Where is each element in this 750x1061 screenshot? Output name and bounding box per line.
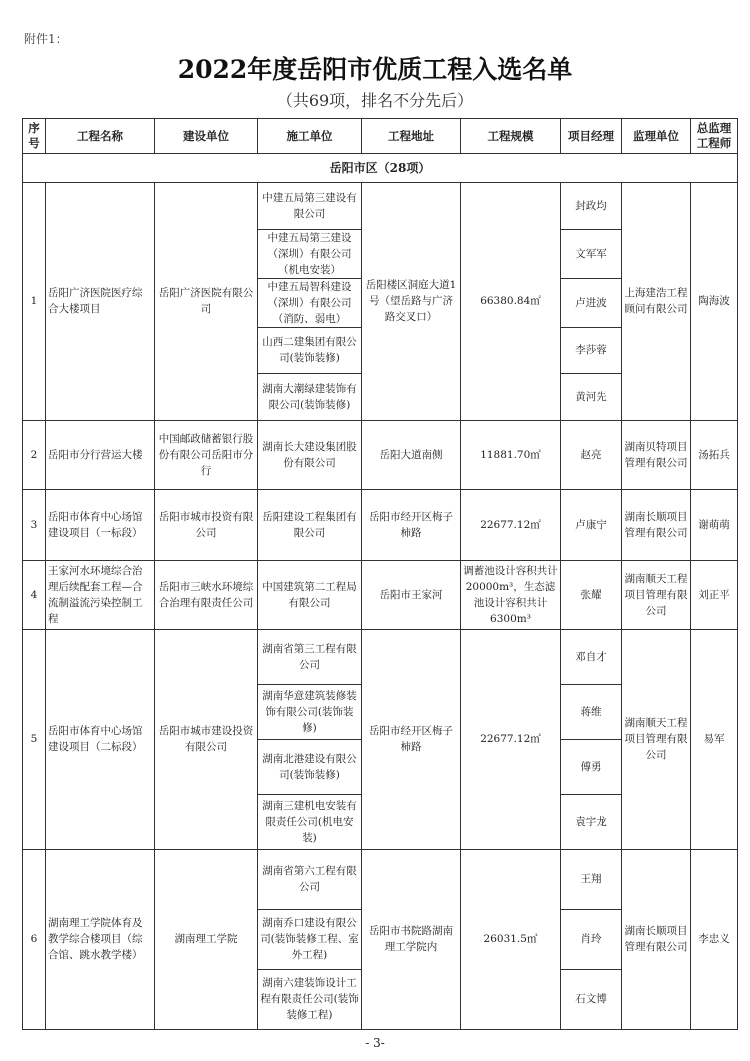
project-manager: 肖玲 [561, 909, 622, 969]
column-header: 工程名称 [46, 119, 155, 154]
supervisor-unit: 上海建浩工程顾问有限公司 [622, 183, 691, 421]
page-title: 2022年度岳阳市优质工程入选名单 [177, 55, 573, 84]
column-header: 监理单位 [622, 119, 691, 154]
project-address: 岳阳市经开区梅子柿路 [362, 629, 461, 849]
project-manager: 赵亮 [561, 420, 622, 489]
project-address: 岳阳大道南侧 [362, 420, 461, 489]
table-row [23, 849, 738, 909]
row-number: 6 [23, 849, 46, 1029]
project-manager: 傅勇 [561, 739, 622, 794]
row-number: 2 [23, 420, 46, 489]
owner-unit: 岳阳市城市建设投资有限公司 [155, 629, 258, 849]
contractor-unit: 中建五局第三建设有限公司 [258, 183, 362, 230]
supervisor-unit: 湖南贝特项目管理有限公司 [622, 420, 691, 489]
project-scale: 66380.84㎡ [461, 183, 561, 421]
contractor-unit: 山西二建集团有限公司(装饰装修) [258, 327, 362, 374]
project-address: 岳阳市王家河 [362, 560, 461, 629]
contractor-unit: 湖南六建装饰设计工程有限责任公司(装饰装修工程) [258, 969, 362, 1029]
project-manager: 王翔 [561, 849, 622, 909]
contractor-unit: 湖南省第三工程有限公司 [258, 629, 362, 684]
project-manager: 黄河先 [561, 374, 622, 421]
supervisor-unit: 湖南顺天工程项目管理有限公司 [622, 629, 691, 849]
contractor-unit: 湖南省第六工程有限公司 [258, 849, 362, 909]
project-name: 湖南理工学院体育及教学综合楼项目（综合馆、跳水教学楼） [46, 849, 155, 1029]
owner-unit: 岳阳广济医院有限公司 [155, 183, 258, 421]
contractor-unit: 湖南北港建设有限公司(装饰装修) [258, 739, 362, 794]
supervisor-unit: 湖南长顺项目管理有限公司 [622, 489, 691, 560]
column-header: 工程地址 [362, 119, 461, 154]
contractor-unit: 中建五局智科建设（深圳）有限公司（消防、弱电） [258, 278, 362, 327]
row-number: 4 [23, 560, 46, 629]
project-scale: 26031.5㎡ [461, 849, 561, 1029]
projects-table [22, 118, 738, 1030]
chief-supervisor: 陶海波 [691, 183, 738, 421]
project-scale: 22677.12㎡ [461, 629, 561, 849]
supervisor-unit: 湖南长顺项目管理有限公司 [622, 849, 691, 1029]
owner-unit: 岳阳市三峡水环境综合治理有限责任公司 [155, 560, 258, 629]
table-header-row [23, 119, 738, 154]
contractor-unit: 湖南乔口建设有限公司(装饰装修工程、室外工程) [258, 909, 362, 969]
row-number: 3 [23, 489, 46, 560]
section-title: 岳阳市区（28项） [23, 154, 738, 183]
row-number: 1 [23, 183, 46, 421]
column-header: 施工单位 [258, 119, 362, 154]
project-manager: 张耀 [561, 560, 622, 629]
project-manager: 石文博 [561, 969, 622, 1029]
project-manager: 袁宇龙 [561, 794, 622, 849]
contractor-unit: 岳阳建设工程集团有限公司 [258, 489, 362, 560]
contractor-unit: 中建五局第三建设（深圳）有限公司（机电安装） [258, 229, 362, 278]
project-name: 岳阳市体育中心场馆建设项目（一标段） [46, 489, 155, 560]
project-manager: 李莎蓉 [561, 327, 622, 374]
project-manager: 文军军 [561, 229, 622, 278]
owner-unit: 湖南理工学院 [155, 849, 258, 1029]
attachment-label: 附件1： [24, 32, 68, 46]
table-row [23, 560, 738, 629]
project-name: 岳阳广济医院医疗综合大楼项目 [46, 183, 155, 421]
project-manager: 邓自才 [561, 629, 622, 684]
owner-unit: 岳阳市城市投资有限公司 [155, 489, 258, 560]
column-header: 工程规模 [461, 119, 561, 154]
contractor-unit: 中国建筑第二工程局有限公司 [258, 560, 362, 629]
page-number: - 3- [365, 1036, 385, 1050]
section-row [23, 154, 738, 183]
column-header: 建设单位 [155, 119, 258, 154]
contractor-unit: 湖南大潮绿建装饰有限公司(装饰装修) [258, 374, 362, 421]
project-scale: 22677.12㎡ [461, 489, 561, 560]
project-address: 岳阳楼区洞庭大道1号（望岳路与广济路交叉口） [362, 183, 461, 421]
table-row [23, 420, 738, 489]
chief-supervisor: 李忠义 [691, 849, 738, 1029]
project-name: 岳阳市分行营运大楼 [46, 420, 155, 489]
project-address: 岳阳市经开区梅子柿路 [362, 489, 461, 560]
chief-supervisor: 汤拓兵 [691, 420, 738, 489]
project-scale: 11881.70㎡ [461, 420, 561, 489]
chief-supervisor: 易军 [691, 629, 738, 849]
contractor-unit: 湖南华意建筑装修装饰有限公司(装饰装修) [258, 684, 362, 739]
table-row [23, 629, 738, 684]
contractor-unit: 湖南三建机电安装有限责任公司(机电安装) [258, 794, 362, 849]
project-manager: 卢进波 [561, 278, 622, 327]
chief-supervisor: 刘正平 [691, 560, 738, 629]
supervisor-unit: 湖南顺天工程项目管理有限公司 [622, 560, 691, 629]
project-manager: 蒋维 [561, 684, 622, 739]
contractor-unit: 湖南长大建设集团股份有限公司 [258, 420, 362, 489]
project-name: 岳阳市体育中心场馆建设项目（二标段） [46, 629, 155, 849]
column-header: 序号 [23, 119, 46, 154]
project-name: 王家河水环境综合治理后续配套工程—合流制溢流污染控制工程 [46, 560, 155, 629]
project-scale: 调蓄池设计容积共计20000m³，生态滤池设计容积共计6300m³ [461, 560, 561, 629]
chief-supervisor: 谢萌萌 [691, 489, 738, 560]
table-row [23, 489, 738, 560]
project-address: 岳阳市书院路湖南理工学院内 [362, 849, 461, 1029]
project-manager: 封政均 [561, 183, 622, 230]
page-subtitle: （共69项，排名不分先后） [276, 91, 474, 110]
column-header: 总监理工程师 [691, 119, 738, 154]
owner-unit: 中国邮政储蓄银行股份有限公司岳阳市分行 [155, 420, 258, 489]
column-header: 项目经理 [561, 119, 622, 154]
table-row [23, 183, 738, 230]
row-number: 5 [23, 629, 46, 849]
project-manager: 卢康宁 [561, 489, 622, 560]
